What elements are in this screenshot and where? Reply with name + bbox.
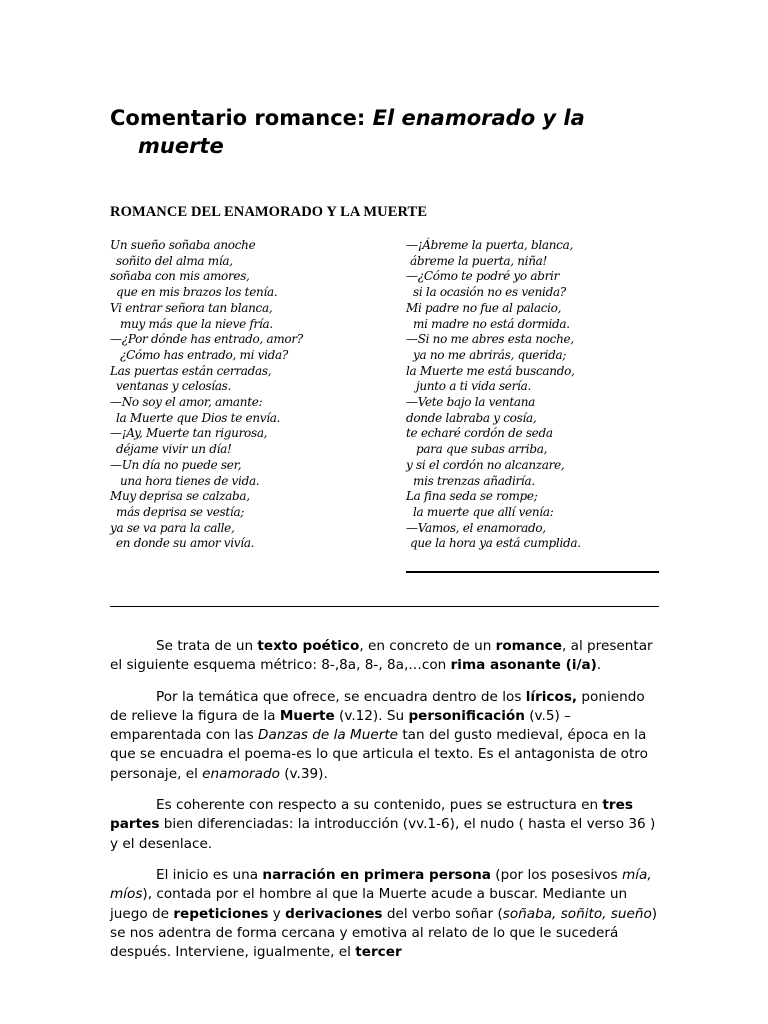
poem-column-right <box>406 238 581 552</box>
verse: soñito del alma mía, <box>116 253 233 268</box>
verse: la Muerte me está buscando, <box>406 363 575 378</box>
verse: Muy deprisa se calzaba, <box>110 489 250 504</box>
paragraph-beginning: El inicio es una narración en primera persona (por los posesivos mía, míos), contada por el hombre al que la Muerte acude a buscar. Mediante un juego de repeticiones y derivaciones del verbo soñar (soñaba, soñito, sueño) se nos adentra de forma cercana y emotiva al relato de lo que le sucederá después. Interviene, igualmente, el tercer <box>110 866 658 961</box>
verse: —No soy el amor, amante: <box>110 395 263 410</box>
verse: la Muerte que Dios te envía. <box>116 410 281 425</box>
verse: —¿Cómo te podré yo abrir <box>406 269 560 284</box>
verse: —¡Ay, Muerte tan rigurosa, <box>110 426 268 441</box>
title-italic-line2: muerte <box>138 134 224 158</box>
verse: soñaba con mis amores, <box>110 269 250 284</box>
verse: más deprisa se vestía; <box>116 504 245 519</box>
document-title <box>110 104 630 160</box>
verse: para que subas arriba, <box>416 442 548 457</box>
section-divider <box>110 606 659 607</box>
verse: muy más que la nieve fría. <box>120 316 273 331</box>
verse: una hora tienes de vida. <box>120 473 260 488</box>
verse: te echaré cordón de seda <box>406 426 553 441</box>
poem-column-left <box>110 238 303 552</box>
verse: junto a ti vida sería. <box>416 379 531 394</box>
verse: Las puertas están cerradas, <box>110 363 272 378</box>
verse: ya no me abrirás, querida; <box>413 347 567 362</box>
verse: Un sueño soñaba anoche <box>110 238 256 252</box>
commentary-body <box>110 637 662 974</box>
verse: Mi padre no fue al palacio, <box>406 300 562 315</box>
verse: ¿Cómo has entrado, mi vida? <box>120 347 289 362</box>
poem-end-rule <box>406 571 659 573</box>
verse: la muerte que allí venía: <box>413 504 554 519</box>
verse: que la hora ya está cumplida. <box>410 536 581 551</box>
paragraph-structure: Es coherente con respecto a su contenido, pues se estructura en tres partes bien diferenciadas: la introducción (vv.1-6), el nudo ( hasta el verso 36 ) y el desenlace. <box>110 797 656 852</box>
paragraph-theme: Por la temática que ofrece, se encuadra dentro de los líricos, poniendo de relieve la figura de la Muerte (v.12). Su personificación (v.5) –emparentada con las Danzas de la Muerte tan del gusto medieval, época en la que se encuadra el poema-es lo que articula el texto. Es el antagonista de otro personaje, el enamorado (v.39). <box>110 688 648 782</box>
verse: —Un día no puede ser, <box>110 457 242 472</box>
verse: —¡Ábreme la puerta, blanca, <box>406 238 573 252</box>
verse: —Vamos, el enamorado, <box>406 520 546 535</box>
verse: y si el cordón no alcanzare, <box>406 457 565 472</box>
title-italic-line1: El enamorado y la <box>372 106 585 130</box>
verse: si la ocasión no es venida? <box>413 285 566 300</box>
verse: ventanas y celosías. <box>116 379 232 394</box>
verse: —Vete bajo la ventana <box>406 395 535 410</box>
verse: Vi entrar señora tan blanca, <box>110 300 273 315</box>
verse: —Si no me abres esta noche, <box>406 332 574 347</box>
verse: mi madre no está dormida. <box>413 316 570 331</box>
verse: —¿Por dónde has entrado, amor? <box>110 332 303 347</box>
verse: déjame vivir un día! <box>116 442 232 457</box>
paragraph-metric: Se trata de un texto poético, en concreto de un romance, al presentar el siguiente esquema métrico: 8-,8a, 8-, 8a,…con rima asonante (i/a). <box>110 638 653 674</box>
verse: donde labraba y cosía, <box>406 410 537 425</box>
poem-heading: ROMANCE DEL ENAMORADO Y LA MUERTE <box>110 204 428 220</box>
verse: ya se va para la calle, <box>110 520 235 535</box>
verse: mis trenzas añadiría. <box>413 473 535 488</box>
title-prefix: Comentario romance: <box>110 106 373 130</box>
verse: que en mis brazos los tenía. <box>116 285 278 300</box>
verse: en donde su amor vivía. <box>116 536 255 551</box>
verse: ábreme la puerta, niña! <box>410 253 548 268</box>
verse: La fina seda se rompe; <box>406 489 538 504</box>
